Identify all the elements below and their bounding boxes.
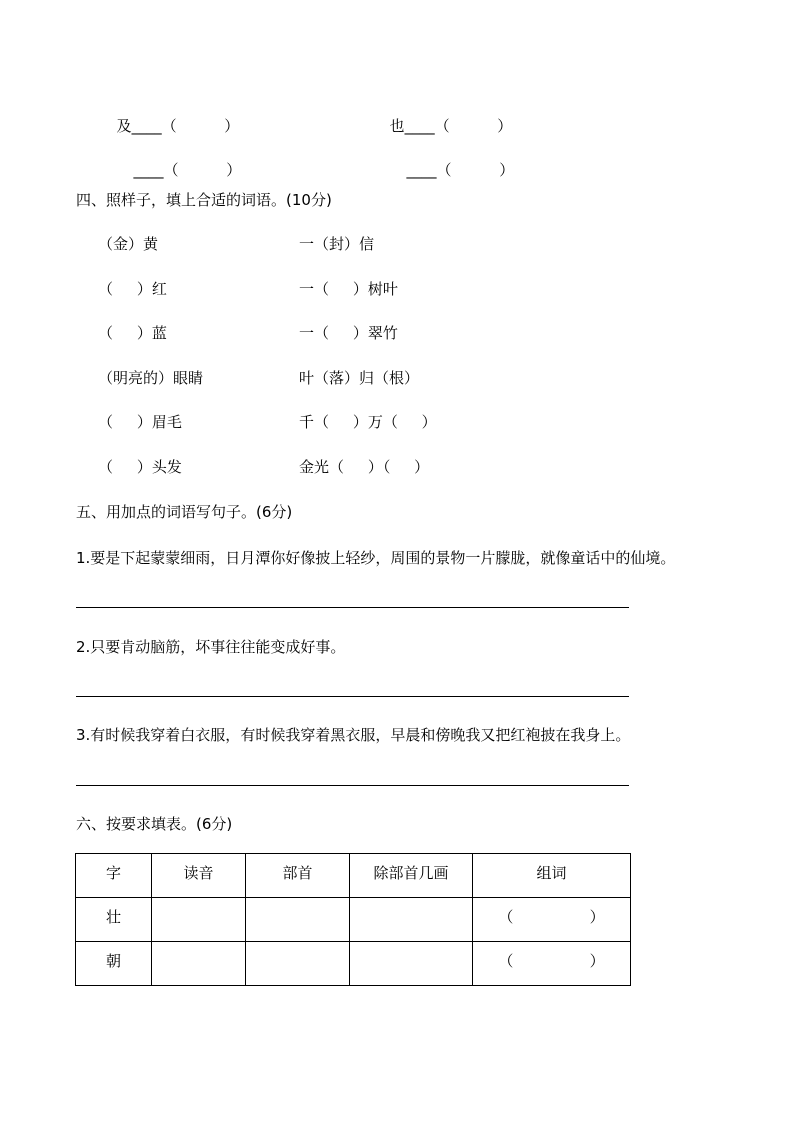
section5-title: 五、用加点的词语写句子。(6分) <box>76 503 293 521</box>
sentence-prompt-1: 1.要是下起蒙蒙细雨，日月潭你好像披上轻纱，周围的景物一片朦胧，就像童话中的仙境。 <box>76 549 676 567</box>
fill-blank[interactable]: ____ <box>133 161 164 179</box>
cell-radical[interactable] <box>246 942 350 986</box>
s4-left-item[interactable]: （ ）眉毛 <box>98 413 182 431</box>
s4-left-item[interactable]: （ ）头发 <box>98 458 182 476</box>
s3-char: 及 <box>116 117 132 135</box>
fill-blank[interactable]: ____ <box>406 161 437 179</box>
fill-in-table <box>75 853 631 986</box>
table-row <box>76 898 631 942</box>
row-char: 朝 <box>76 942 152 986</box>
header-char: 字 <box>76 854 152 898</box>
header-word: 组词 <box>473 854 631 898</box>
sentence-prompt-3: 3.有时候我穿着白衣服，有时候我穿着黑衣服，早晨和傍晚我又把红袍披在我身上。 <box>76 726 631 744</box>
paren-blank[interactable]: （ ） <box>436 161 515 179</box>
s4-left-item[interactable]: （ ）蓝 <box>98 324 167 342</box>
header-radical: 部首 <box>246 854 350 898</box>
cell-word[interactable]: （ ） <box>473 942 631 986</box>
s3-row2-right <box>397 148 514 178</box>
row-char: 壮 <box>76 898 152 942</box>
header-strokes: 除部首几画 <box>350 854 473 898</box>
s4-right-item[interactable]: 一（ ）翠竹 <box>299 324 398 342</box>
paren-blank[interactable]: （ ） <box>434 117 513 135</box>
header-pronunciation: 读音 <box>152 854 246 898</box>
table-header-row <box>76 854 631 898</box>
s4-right-item[interactable]: 一（ ）树叶 <box>299 280 398 298</box>
cell-pronunciation[interactable] <box>152 898 246 942</box>
cell-word[interactable]: （ ） <box>473 898 631 942</box>
sentence-prompt-2: 2.只要肯动脑筋，坏事往往能变成好事。 <box>76 638 346 656</box>
answer-line-1[interactable] <box>76 607 629 608</box>
fill-blank[interactable]: ____ <box>131 117 162 135</box>
paren-blank[interactable]: （ ） <box>161 117 240 135</box>
s3-char: 也 <box>389 117 405 135</box>
fill-blank[interactable]: ____ <box>404 117 435 135</box>
cell-radical[interactable] <box>246 898 350 942</box>
s4-right-item[interactable]: 金光（ ）（ ） <box>299 458 430 476</box>
s3-row2-left <box>124 148 241 178</box>
s4-right-item[interactable]: 千（ ）万（ ） <box>299 413 437 431</box>
s4-left-item[interactable]: （ ）红 <box>98 280 167 298</box>
s4-left-item: （金）黄 <box>98 235 159 253</box>
cell-pronunciation[interactable] <box>152 942 246 986</box>
s3-row1-right <box>380 104 512 134</box>
s4-right-item: 一（封）信 <box>299 235 375 253</box>
section4-title: 四、照样子，填上合适的词语。(10分) <box>76 191 332 209</box>
s4-right-item: 叶（落）归（根） <box>299 369 420 387</box>
answer-line-3[interactable] <box>76 785 629 786</box>
cell-strokes[interactable] <box>350 942 473 986</box>
s3-row1-left <box>107 104 239 134</box>
answer-line-2[interactable] <box>76 696 629 697</box>
s4-left-item: （明亮的）眼睛 <box>98 369 204 387</box>
table-row <box>76 942 631 986</box>
section6-title: 六、按要求填表。(6分) <box>76 815 233 833</box>
paren-blank[interactable]: （ ） <box>163 161 242 179</box>
cell-strokes[interactable] <box>350 898 473 942</box>
